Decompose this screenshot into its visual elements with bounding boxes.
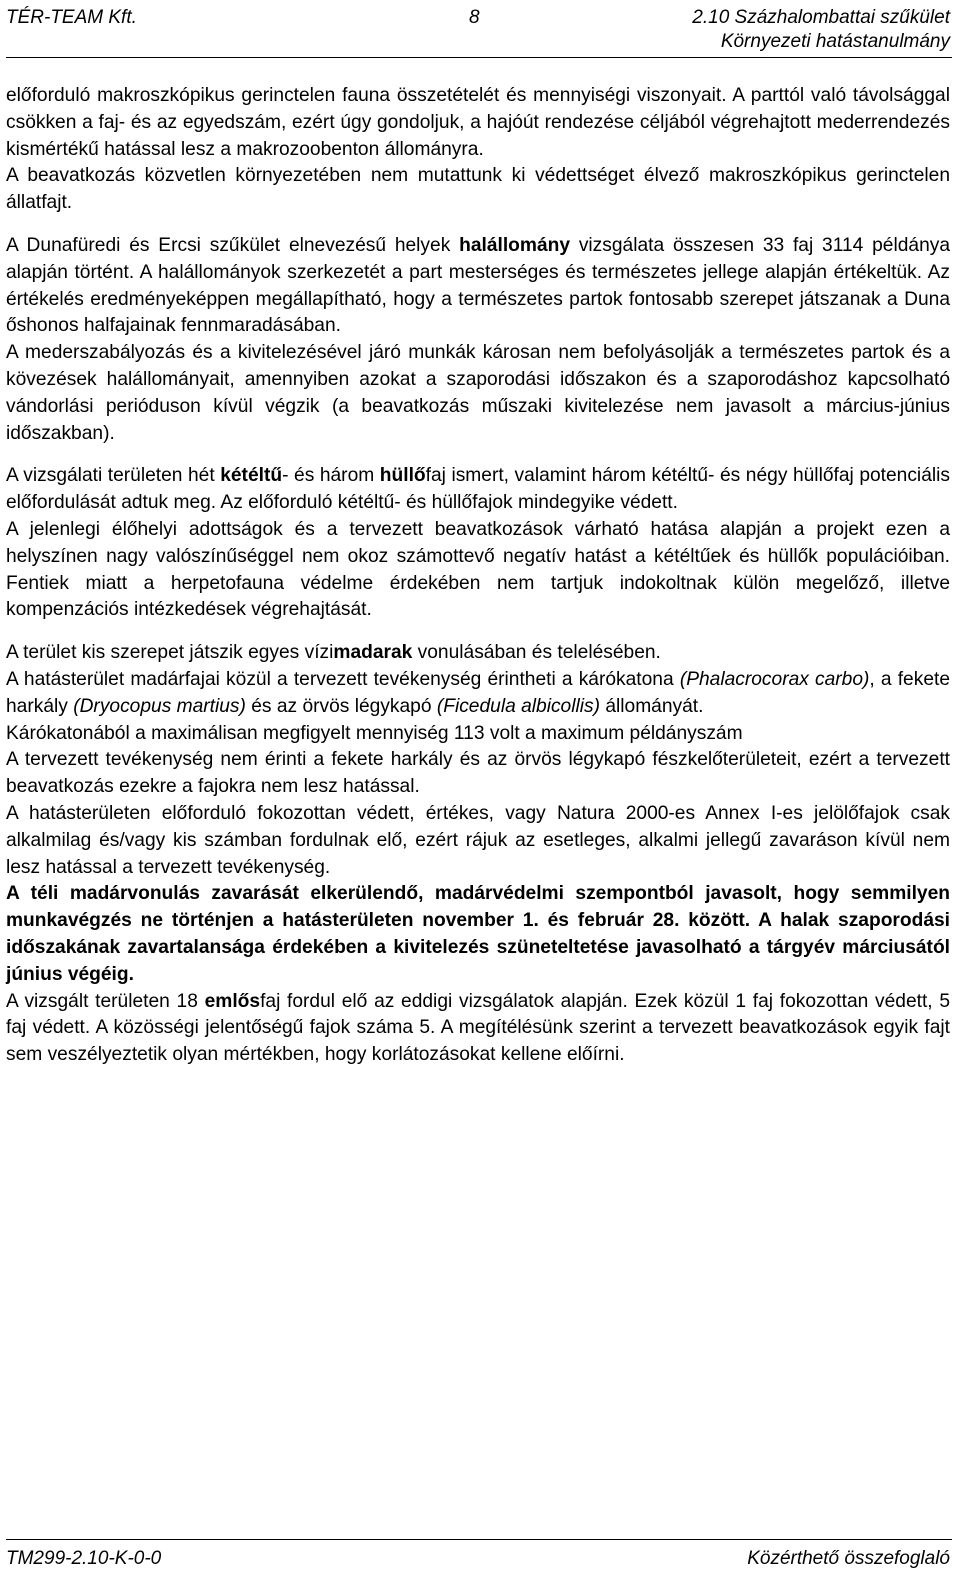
- header-page-number: 8: [469, 7, 480, 28]
- species-name: (Phalacrocorax carbo): [679, 668, 870, 690]
- footer-divider: [6, 1539, 952, 1540]
- paragraph-birds-1: [6, 640, 950, 667]
- paragraph-birds-3: Kárókatonából a maximálisan megfigyelt mennyiség 113 volt a maximum példányszám: [6, 722, 743, 744]
- text-span: A vizsgált területen 18: [6, 990, 205, 1012]
- bold-term-reptile: hüllő: [379, 465, 426, 487]
- text-span: - és három: [282, 465, 380, 487]
- footer-doc-type: Közérthető összefoglaló: [747, 1548, 950, 1569]
- text-span: állományát.: [600, 695, 704, 717]
- text-span: A vizsgálati területen hét: [6, 465, 221, 487]
- text-span: és az örvös légykapó: [245, 695, 437, 717]
- paragraph-birds-2: [6, 667, 950, 721]
- bold-recommendation: A téli madárvonulás zavarását elkerülendő, madárvédelmi szempontból javasolt, hogy semmilyen munkavégzés ne történjen a hatásterületen november 1. és február 28. között. A halak szaporodási időszakának zavartalansága érdekében a kivitelezés szüneteltetése javasolható a tárgyév márciusától június végéig.: [6, 883, 950, 985]
- species-name: (Ficedula albicollis): [436, 695, 600, 717]
- bold-term-fish: halállomány: [459, 234, 571, 256]
- species-name: (Dryocopus martius): [73, 695, 246, 717]
- paragraph-herpetofauna-1: [6, 463, 950, 517]
- text-span: vonulásában és telelésében.: [412, 642, 661, 664]
- text-span: , a fekete harkály: [6, 668, 950, 717]
- header-company: TÉR-TEAM Kft.: [6, 7, 137, 28]
- header-title-line2: Környezeti hatástanulmány: [720, 31, 950, 52]
- paragraph-fish-1: [6, 233, 950, 340]
- paragraph-invertebrates-1: előforduló makroszkópikus gerinctelen fauna összetételét és mennyiségi viszonyait. A parttól való távolsággal csökken a faj- és az egyedszám, ezért úgy gondoljuk, a hajóút rendezése céljából végrehajtott mederrendezés kismértékű hatással lesz a makrozoobenton állományra.: [6, 85, 950, 160]
- header-title: [692, 6, 950, 54]
- text-span: A Dunafüredi és Ercsi szűkület elnevezésű helyek: [6, 234, 460, 256]
- header-title-line1: 2.10 Százhalombattai szűkület: [692, 7, 950, 28]
- bold-term-birds: madarak: [333, 642, 413, 664]
- bold-term-mammals: emlős: [204, 990, 261, 1012]
- text-span: A hatásterület madárfajai közül a tervezett tevékenység érintheti a kárókatona: [6, 668, 680, 690]
- document-body: [6, 83, 950, 1069]
- paragraph-birds-5: A hatásterületen előforduló fokozottan védett, értékes, vagy Natura 2000-es Annex I-es jelölőfajok csak alkalmilag és/vagy kis számban fordulnak elő, ezért rájuk az esetleges, alkalmi jellegű zavaráson kívül nem lesz hatással a tervezett tevékenység.: [6, 802, 950, 878]
- paragraph-recommendation: [6, 881, 950, 988]
- paragraph-fish-2: A mederszabályozás és a kivitelezésével járó munkák károsan nem befolyásolják a természetes partok és a kövezések halállományait, amennyiben azokat a szaporodási időszakon és a szaporodáshoz kapcsolható vándorlási perióduson kívül végzik (a beavatkozás műszaki kivitelezése nem javasolt a március-június időszakban).: [6, 342, 950, 444]
- text-span: vizsgálata összesen 33 faj 3114 példánya alapján történt. A halállományok szerkezetét a part mesterséges és természetes jellege alapján értékeltük. Az értékelés eredményeképpen megállapítható, hogy a természetes partok fontosabb szerepet játszanak a Duna őshonos halfajainak fennmaradásában.: [6, 234, 951, 337]
- bold-term-amphibian: kétéltű: [220, 465, 283, 487]
- paragraph-mammals: [6, 989, 950, 1069]
- text-span: faj fordul elő az eddigi vizsgálatok alapján. Ezek közül 1 faj fokozottan védett, 5 faj védett. A közösségi jelentőségű fajok száma 5. A megítélésünk szerint a tervezett beavatkozások egyik fajt sem veszélyeztetik olyan mértékben, hogy korlátozásokat kellene előírni.: [6, 990, 950, 1066]
- paragraph-herpetofauna-2: A jelenlegi élőhelyi adottságok és a tervezett beavatkozások várható hatása alapján a projekt ezen a helyszínen nagy valószínűséggel nem okoz számottevő negatív hatást a kétéltűek és hüllők populációiban. Fentiek miatt a herpetofauna védelme érdekében nem tartjuk indokoltnak külön megelőző, illetve kompenzációs intézkedések végrehajtását.: [6, 518, 950, 621]
- paragraph-birds-4: A tervezett tevékenység nem érinti a fekete harkály és az örvös légykapó fészkelőterületeit, ezért a tervezett beavatkozás ezekre a fajokra nem lesz hatással.: [6, 749, 950, 798]
- text-span: A terület kis szerepet játszik egyes vízi: [6, 642, 334, 664]
- text-span: faj ismert, valamint három kétéltű- és négy hüllőfaj potenciális előfordulását adtuk meg. Az előforduló kétéltű- és hüllőfajok mindegyike védett.: [6, 465, 950, 514]
- header-divider: [6, 57, 952, 58]
- footer-doc-code: TM299-2.10-K-0-0: [6, 1548, 162, 1569]
- paragraph-invertebrates-2: A beavatkozás közvetlen környezetében nem mutattunk ki védettséget élvező makroszkópikus gerinctelen állatfajt.: [6, 165, 950, 214]
